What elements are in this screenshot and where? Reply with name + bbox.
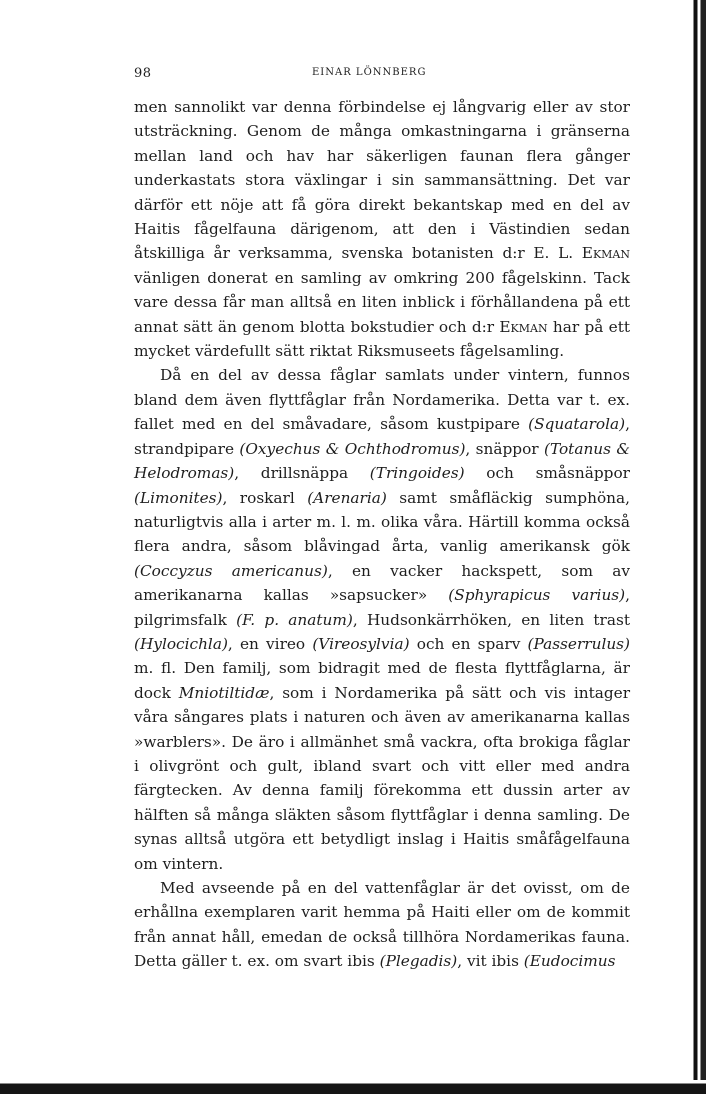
text-run: samt småfläckig sumphöna, naturligtvis alla i arter m. l. m. olika våra. Härtill komma också flera andra, såsom blåvingad årta, vanlig amerikansk gök bbox=[134, 488, 630, 556]
species-name: (Hylocichla) bbox=[134, 634, 228, 653]
book-page bbox=[134, 60, 630, 974]
text-run: , en vacker hackspett, som av amerikanarna kallas »sapsucker» bbox=[134, 561, 631, 605]
species-name: (Eudocimus bbox=[523, 952, 616, 971]
text-run: , vit ibis bbox=[457, 952, 524, 971]
paragraph bbox=[134, 363, 630, 876]
species-name: (Plegadis) bbox=[379, 952, 458, 971]
page-number: 98 bbox=[134, 66, 152, 81]
body-text bbox=[134, 95, 630, 974]
text-run: vänligen donerat en samling av omkring 200 fågelskinn. Tack vare dessa får man alltså en liten inblick i förhållandena på ett annat sätt än genom blotta bokstudier och d:r bbox=[134, 268, 630, 336]
species-name: (Passerrulus) bbox=[527, 634, 631, 653]
text-run: , pilgrimsfalk bbox=[134, 586, 630, 629]
species-name: (Oxyechus & Ochthodromus) bbox=[239, 439, 466, 458]
scan-edge-right bbox=[684, 0, 706, 1094]
species-name: (Vireosylvia) bbox=[312, 634, 410, 653]
species-name: (Tringoides) bbox=[369, 464, 465, 483]
person-name: Ekman bbox=[581, 244, 630, 263]
species-name: (Arenaria) bbox=[307, 488, 387, 507]
scan-edge-bottom bbox=[0, 1080, 706, 1094]
paragraph bbox=[134, 876, 630, 974]
text-run: , roskarl bbox=[222, 488, 308, 507]
text-run: , Hudsonkärrhöken, en liten trast bbox=[352, 610, 630, 629]
species-name: (Limonites) bbox=[134, 488, 223, 507]
text-run: har på ett mycket värdefullt sätt riktat Riksmuseets fågelsamling. bbox=[134, 317, 630, 361]
species-name: (Coccyzus americanus) bbox=[134, 561, 328, 580]
text-run: , en vireo bbox=[227, 634, 313, 653]
running-head bbox=[134, 60, 630, 84]
text-run: , som i Nordamerika på sätt och vis intager våra sångares plats i naturen och även av amerikanarna kallas »warblers». De äro i allmänhet små vackra, ofta brokiga fåglar i olivgrönt och gult, ibland svart och vitt eller med andra färgtecken. Av denna familj förekomma ett dussin arter av hälften så många släkten såsom flyttfåglar i denna samling. De synas alltså utgöra ett betydligt inslag i Haitis småfågelfauna om vintern. bbox=[134, 683, 631, 873]
person-name: Ekman bbox=[499, 317, 548, 336]
species-name: (Totanus & Helodromas) bbox=[134, 439, 630, 483]
text-run: , strandpipare bbox=[134, 415, 630, 458]
running-title: EINAR LÖNNBERG bbox=[312, 67, 427, 78]
text-run: Då en del av dessa fåglar samlats under vintern, funnos bland dem även flyttfåglar från Nordamerika. Detta var t. ex. fallet med en del småvadare, såsom kustpipare bbox=[134, 366, 630, 434]
text-run: och småsnäppor bbox=[464, 464, 630, 483]
species-name: (Sphyrapicus varius) bbox=[448, 586, 626, 605]
text-run: och en sparv bbox=[409, 634, 528, 653]
species-name: Mniotiltidæ bbox=[178, 683, 270, 702]
text-run: m. fl. Den familj, som bidragit med de flesta flyttfåglarna, är dock bbox=[134, 659, 630, 702]
text-run: Med avseende på en del vattenfåglar är det ovisst, om de erhållna exemplaren varit hemma på Haiti eller om de kommit från annat håll, emedan de också tillhöra Nordamerikas fauna. Detta gäller t. ex. om svart ibis bbox=[134, 879, 630, 971]
text-run: men sannolikt var denna förbindelse ej långvarig eller av stor utsträckning. Genom de många omkastningarna i gränserna mellan land och hav har säkerligen faunan flera gånger underkastats stora växlingar i sin sammansättning. Det var därför ett nöje att få göra direkt bekantskap med en del av Haitis fågelfauna därigenom, att den i Västindien sedan åtskilliga år verksamma, svenska botanisten d:r E. L. bbox=[134, 98, 630, 263]
text-run: , drillsnäppa bbox=[234, 464, 370, 483]
species-name: (Squatarola) bbox=[528, 415, 626, 434]
paragraph bbox=[134, 95, 630, 363]
species-name: (F. p. anatum) bbox=[236, 610, 353, 629]
text-run: , snäppor bbox=[465, 439, 544, 458]
